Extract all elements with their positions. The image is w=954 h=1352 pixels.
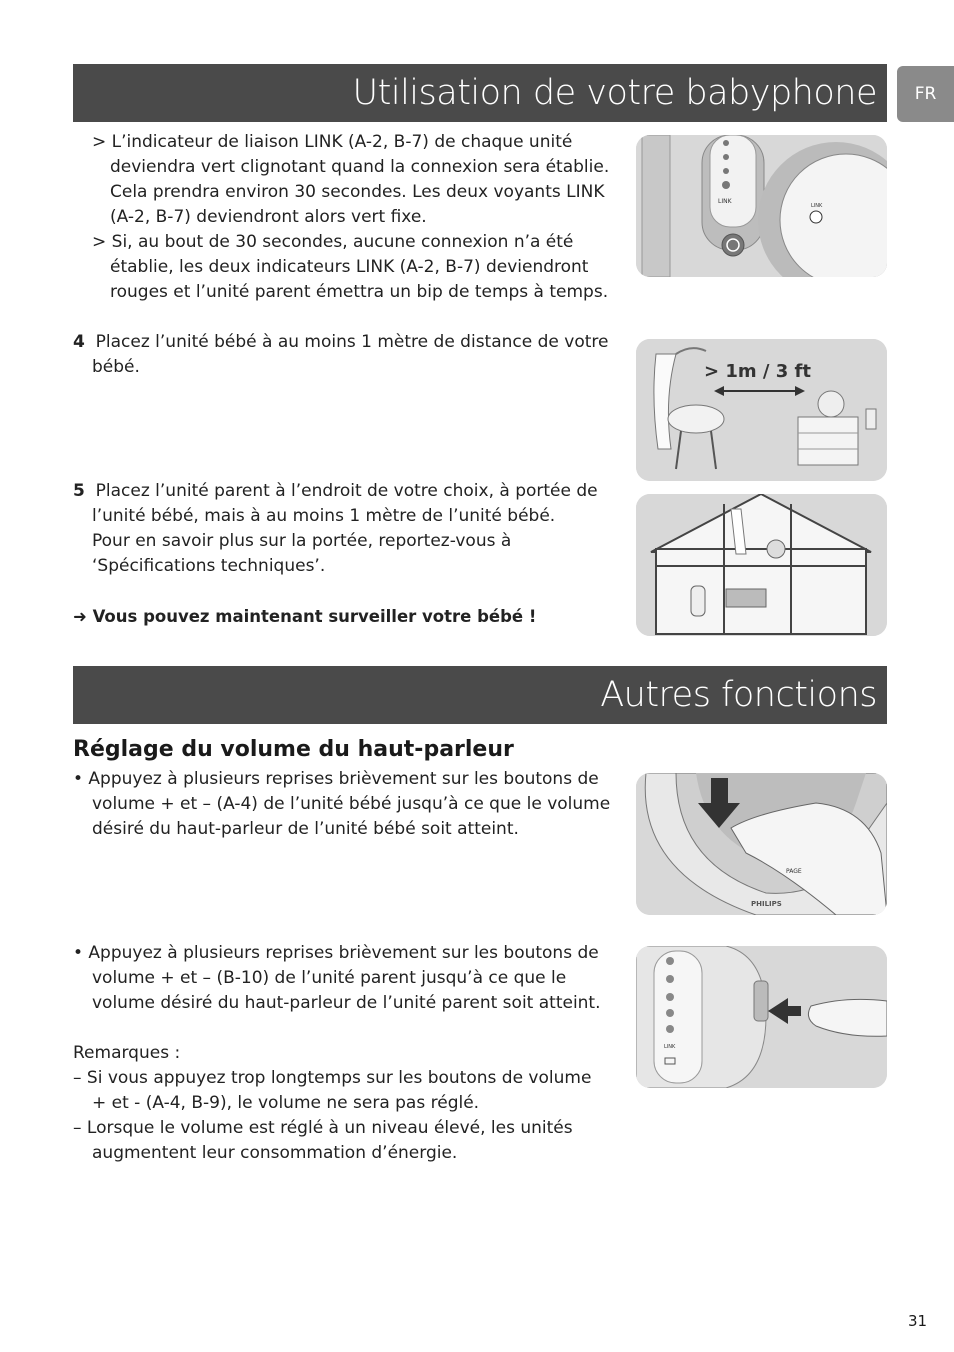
text-line: Placez l’unité parent à l’endroit de votre choix, à portée de	[95, 481, 598, 501]
text-line: • Appuyez à plusieurs reprises brièvement sur les boutons de	[73, 769, 599, 789]
text-line: rouges et l’unité parent émettra un bip de temps à temps.	[110, 282, 609, 302]
result-text: ➜ Vous pouvez maintenant surveiller votre bébé !	[73, 607, 537, 626]
section-title-bar	[73, 64, 887, 122]
step-number: 5	[73, 481, 85, 501]
text-line: – Lorsque le volume est réglé à un niveau élevé, les unités	[73, 1118, 573, 1138]
brand-label: PHILIPS	[751, 900, 782, 908]
house-illustration	[636, 494, 887, 636]
step-number: 4	[73, 332, 85, 352]
text-line: volume + et – (B-10) de l’unité parent jusqu’à ce que le	[92, 968, 567, 988]
step-4	[73, 330, 608, 380]
remarks	[73, 1041, 591, 1166]
text-line: + et - (A-4, B-9), le volume ne sera pas réglé.	[92, 1093, 480, 1113]
step-5	[73, 479, 598, 579]
text-line: ‘Spécifications techniques’.	[92, 556, 326, 576]
text-line: augmentent leur consommation d’énergie.	[92, 1143, 458, 1163]
text-line: > Si, au bout de 30 secondes, aucune connexion n’a été	[92, 232, 574, 252]
link-indicator-illustration	[636, 135, 887, 277]
text-line: bébé.	[92, 357, 140, 377]
text-line: volume + et – (A-4) de l’unité bébé jusqu’à ce que le volume	[92, 794, 611, 814]
subsection-heading: Réglage du volume du haut-parleur	[73, 737, 514, 762]
text-line: établie, les deux indicateurs LINK (A-2, B-7) deviendront	[110, 257, 589, 277]
text-line: volume désiré du haut-parleur de l’unité parent soit atteint.	[92, 993, 601, 1013]
remarks-title: Remarques :	[73, 1043, 181, 1063]
link-label: LINK	[718, 198, 732, 205]
page-number: 31	[908, 1312, 928, 1330]
link-label: LINK	[811, 203, 823, 209]
text-line: – Si vous appuyez trop longtemps sur les boutons de volume	[73, 1068, 592, 1088]
text-line: désiré du haut-parleur de l’unité bébé soit atteint.	[92, 819, 519, 839]
text-line: > L’indicateur de liaison LINK (A-2, B-7) de chaque unité	[92, 132, 573, 152]
text-line: Cela prendra environ 30 secondes. Les deux voyants LINK	[110, 182, 605, 202]
text-line: Placez l’unité bébé à au moins 1 mètre de distance de votre	[95, 332, 609, 352]
text-line: Pour en savoir plus sur la portée, reportez-vous à	[92, 531, 512, 551]
text-line: deviendra vert clignotant quand la connexion sera établie.	[110, 157, 610, 177]
section-title-bar	[73, 666, 887, 724]
section-title: Autres fonctions	[600, 675, 877, 715]
language-tab: FR	[897, 66, 954, 122]
link-label: LINK	[664, 1044, 676, 1050]
parent-unit-volume-illustration	[636, 946, 887, 1088]
bullet-volume-baby	[73, 767, 610, 842]
distance-illustration	[636, 339, 887, 481]
text-line: • Appuyez à plusieurs reprises brièvement sur les boutons de	[73, 943, 599, 963]
bullet-volume-parent	[73, 941, 601, 1016]
text-line: (A-2, B-7) deviendront alors vert fixe.	[110, 207, 427, 227]
baby-unit-volume-illustration	[636, 773, 887, 915]
text-line: l’unité bébé, mais à au moins 1 mètre de l’unité bébé.	[92, 506, 556, 526]
distance-label: > 1m / 3 ft	[704, 361, 811, 382]
page-button-label: PAGE	[786, 868, 802, 875]
section-title: Utilisation de votre babyphone	[352, 73, 877, 113]
link-indicator-text	[92, 130, 609, 305]
